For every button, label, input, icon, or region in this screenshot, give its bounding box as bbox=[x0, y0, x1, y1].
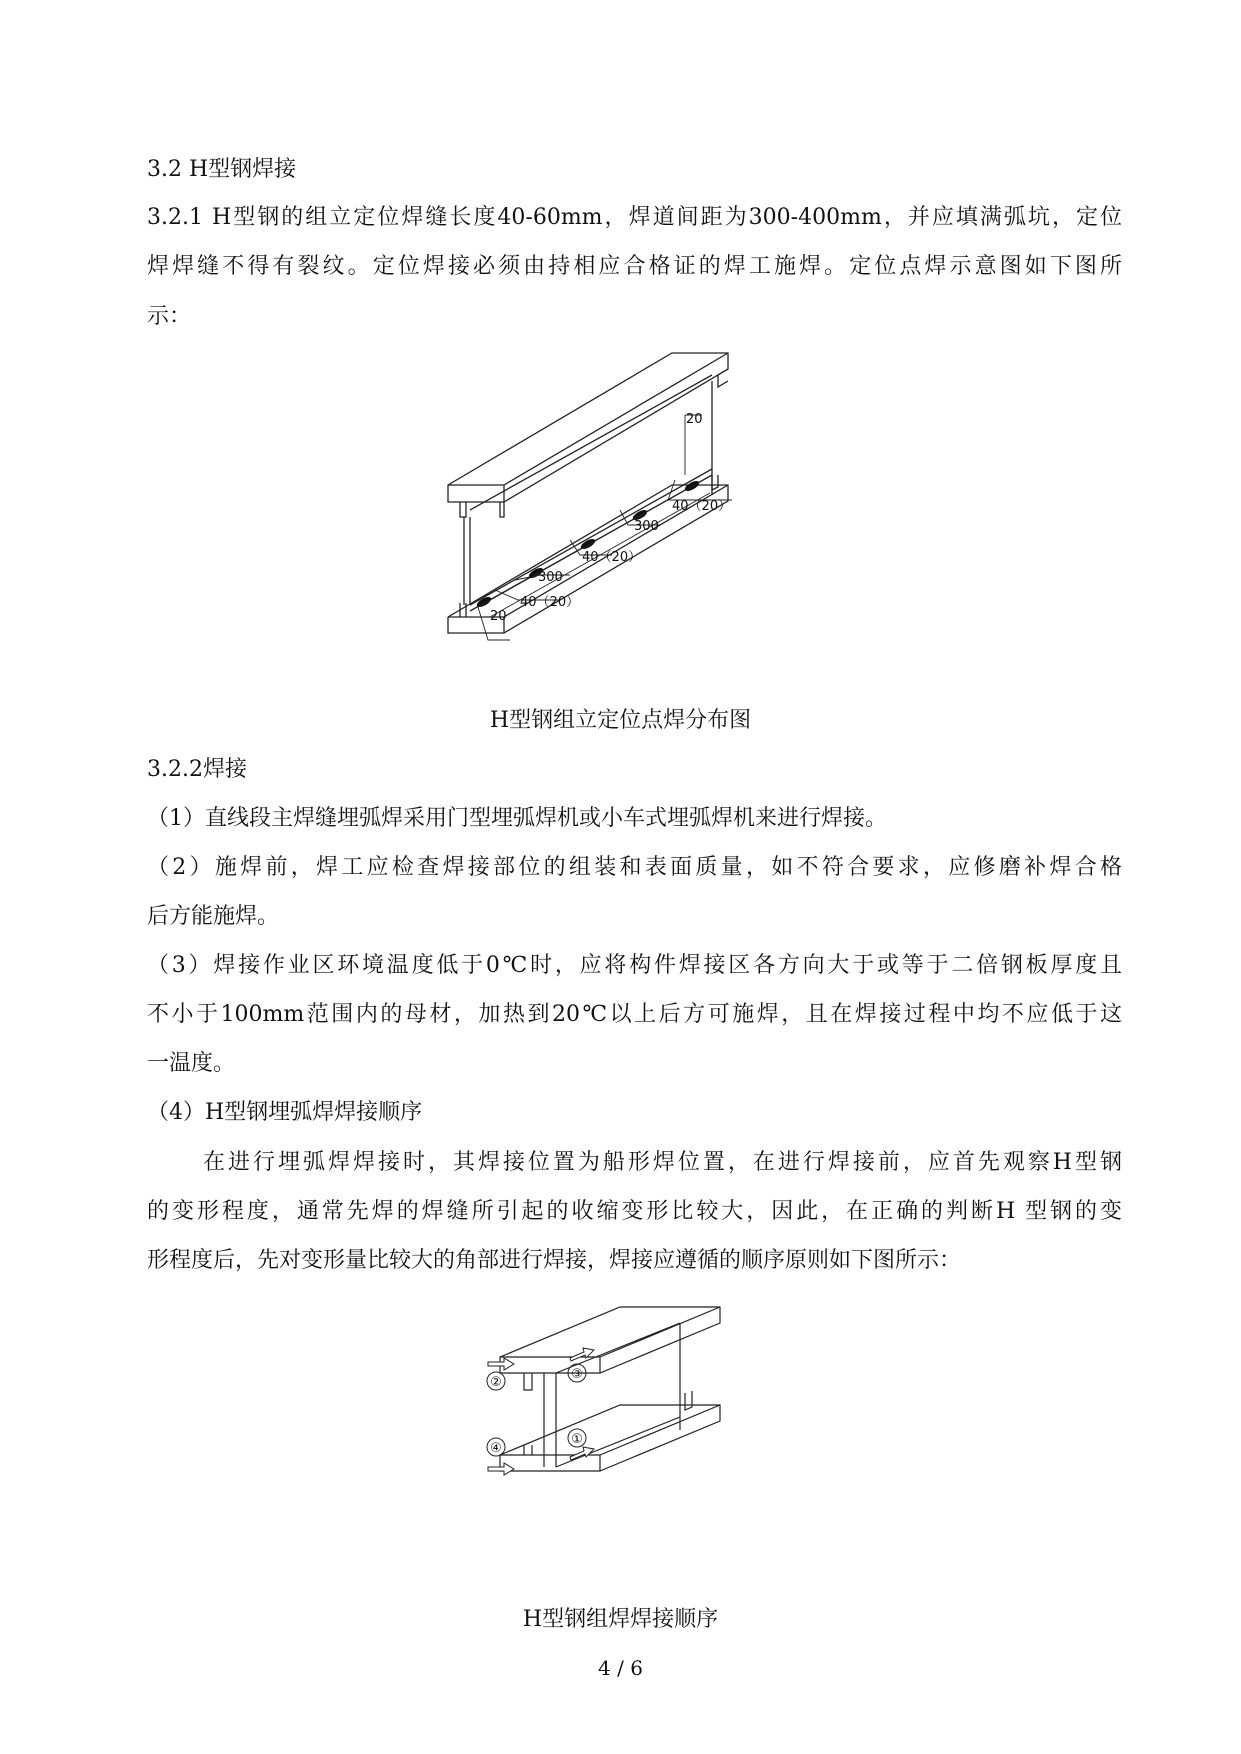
sequence-number: ① bbox=[571, 1432, 583, 1447]
sequence-number: ③ bbox=[571, 1367, 583, 1382]
dim-label: 40（20） bbox=[582, 550, 642, 565]
list-item: 一温度。 bbox=[147, 1051, 236, 1076]
sequence-number: ④ bbox=[490, 1441, 502, 1456]
sequence-number: ② bbox=[490, 1375, 502, 1390]
list-item-title: （4）H型钢埋弧焊焊接顺序 bbox=[147, 1100, 423, 1125]
paragraph-line: 焊焊缝不得有裂纹。定位焊接必须由持相应合格证的焊工施焊。定位点焊示意图如下图所 bbox=[147, 254, 1122, 279]
list-item: 不小于100mm范围内的母材，加热到20℃以上后方可施焊，且在焊接过程中均不应低于这 bbox=[147, 1002, 1122, 1027]
list-item: （2）施焊前，焊工应检查焊接部位的组装和表面质量，如不符合要求，应修磨补焊合格 bbox=[147, 855, 1122, 880]
weld-sequence-figure bbox=[480, 1295, 770, 1495]
dim-label: 300 bbox=[538, 570, 563, 585]
list-item: 后方能施焊。 bbox=[147, 904, 280, 929]
section-heading: 3.2 H型钢焊接 bbox=[147, 157, 297, 182]
dim-label: 300 bbox=[634, 519, 659, 534]
sub-heading: 3.2.2焊接 bbox=[147, 757, 247, 782]
list-item: （3）焊接作业区环境温度低于0℃时，应将构件焊接区各方向大于或等于二倍钢板厚度且 bbox=[147, 953, 1122, 978]
paragraph-line: 示： bbox=[147, 304, 192, 329]
list-item: （1）直线段主焊缝埋弧焊采用门型埋弧焊机或小车式埋弧焊机来进行焊接。 bbox=[147, 806, 887, 831]
paragraph-line: 在进行埋弧焊焊接时，其焊接位置为船形焊位置，在进行焊接前，应首先观察H型钢 bbox=[203, 1150, 1122, 1175]
dim-label: 40（20） bbox=[672, 499, 732, 514]
figure-caption: H型钢组立定位点焊分布图 bbox=[489, 708, 752, 733]
figure-caption: H型钢组焊焊接顺序 bbox=[522, 1607, 719, 1632]
dim-label: 20 bbox=[686, 412, 703, 427]
tack-weld-figure bbox=[440, 345, 840, 690]
page-number: 4 / 6 bbox=[598, 1656, 643, 1680]
dim-label: 20 bbox=[490, 609, 507, 624]
paragraph-line: 的变形程度，通常先焊的焊缝所引起的收缩变形比较大，因此，在正确的判断H 型钢的变 bbox=[147, 1199, 1122, 1224]
paragraph-line: 形程度后，先对变形量比较大的角部进行焊接，焊接应遵循的顺序原则如下图所示： bbox=[147, 1248, 962, 1273]
paragraph-line: 3.2.1 H型钢的组立定位焊缝长度40-60mm，焊道间距为300-400mm，并应填满弧坑，定位 bbox=[147, 205, 1122, 230]
dim-label: 40（20） bbox=[520, 595, 580, 610]
